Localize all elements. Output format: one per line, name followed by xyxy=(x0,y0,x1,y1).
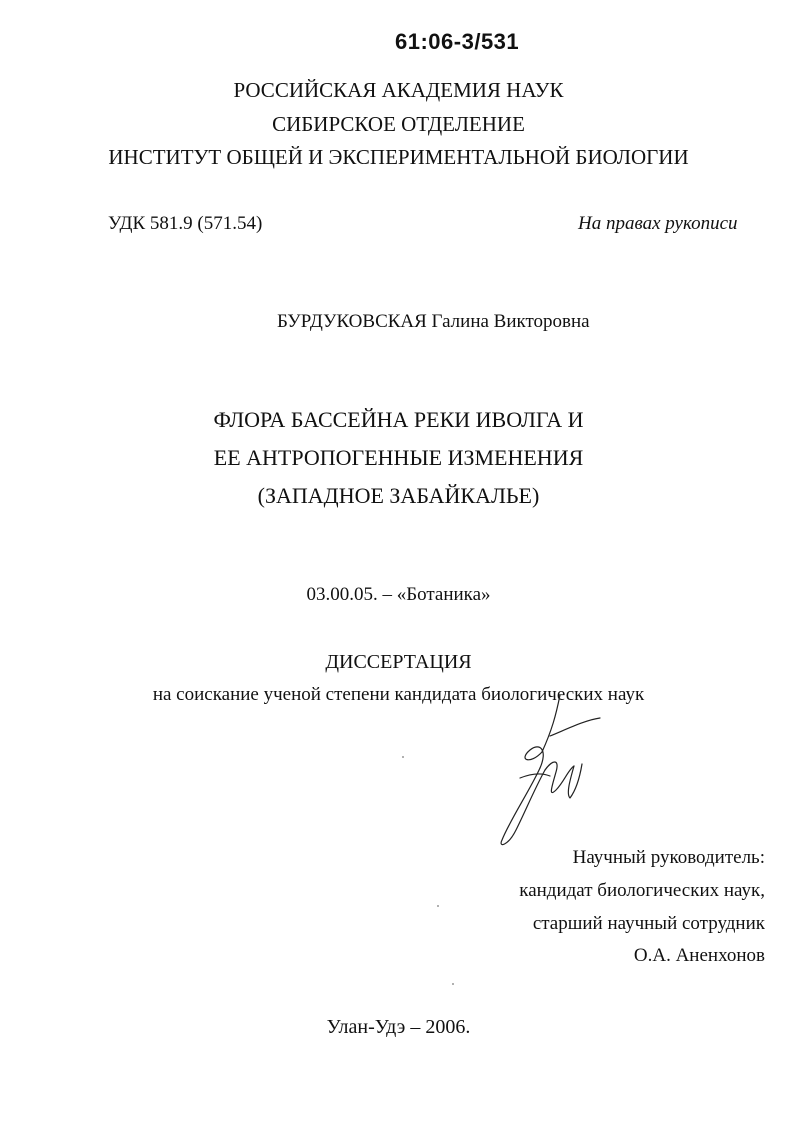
title-line-2: ЕЕ АНТРОПОГЕННЫЕ ИЗМЕНЕНИЯ xyxy=(213,445,584,470)
supervisor-label: Научный руководитель: xyxy=(572,847,765,868)
registration-stamp: 61:06-3/531 xyxy=(395,29,520,54)
document-type: ДИССЕРТАЦИЯ xyxy=(325,651,472,673)
scan-speck xyxy=(437,905,439,907)
institution-line-3: ИНСТИТУТ ОБЩЕЙ И ЭКСПЕРИМЕНТАЛЬНОЙ БИОЛОГИИ xyxy=(108,145,689,169)
degree-statement: на соискание ученой степени кандидата биологических наук xyxy=(152,684,645,705)
supervisor-position: старший научный сотрудник xyxy=(532,913,765,934)
author-name: БУРДУКОВСКАЯ Галина Викторовна xyxy=(277,311,590,332)
specialty-code: 03.00.05. – «Ботаника» xyxy=(306,584,491,605)
institution-line-1: РОССИЙСКАЯ АКАДЕМИЯ НАУК xyxy=(233,78,564,102)
udk-code: УДК 581.9 (571.54) xyxy=(108,213,263,234)
institution-line-2: СИБИРСКОЕ ОТДЕЛЕНИЕ xyxy=(272,112,525,136)
supervisor-name: О.А. Аненхонов xyxy=(633,945,765,966)
title-line-3: (ЗАПАДНОЕ ЗАБАЙКАЛЬЕ) xyxy=(257,483,540,508)
title-line-1: ФЛОРА БАССЕЙНА РЕКИ ИВОЛГА И xyxy=(213,407,584,432)
scan-speck xyxy=(452,983,454,985)
handwritten-signature xyxy=(490,690,610,850)
scan-speck xyxy=(402,756,404,758)
city-year: Улан-Удэ – 2006. xyxy=(326,1016,471,1038)
supervisor-degree: кандидат биологических наук, xyxy=(519,880,765,901)
rights-note: На правах рукописи xyxy=(578,213,738,234)
